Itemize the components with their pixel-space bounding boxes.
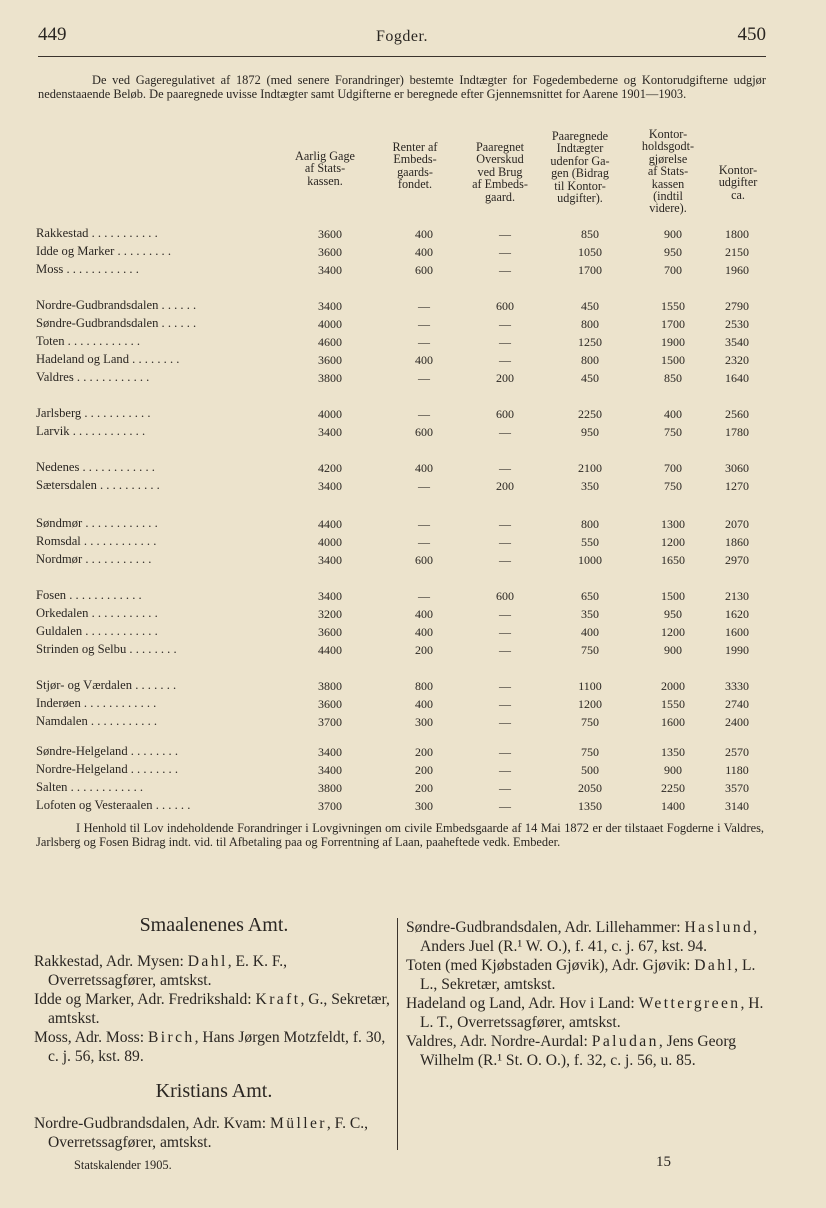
section-title-kristians: Kristians Amt. [155, 1080, 273, 1102]
cell-c6: 1780 [725, 425, 749, 439]
cell-c3: — [499, 461, 511, 475]
row-district-name: Strinden og Selbu . . . . . . . . [36, 642, 177, 656]
cell-c1: 3600 [318, 353, 342, 367]
cell-c6: 2150 [725, 245, 749, 259]
table-row [36, 516, 776, 534]
cell-c1: 3200 [318, 607, 342, 621]
cell-c6: 3140 [725, 799, 749, 813]
column-header-line: udenfor Ga- [550, 153, 610, 168]
cell-c3: — [499, 517, 511, 531]
cell-c6: 2560 [725, 407, 749, 421]
cell-c2: 300 [415, 799, 433, 813]
cell-c5: 2000 [661, 679, 685, 693]
cell-c6: 2740 [725, 697, 749, 711]
cell-c3: — [499, 715, 511, 729]
cell-c2: 400 [415, 697, 433, 711]
cell-c1: 3600 [318, 625, 342, 639]
row-district-name: Idde og Marker . . . . . . . . . [36, 244, 172, 258]
section-title-smaalenene: Smaalenenes Amt. [139, 914, 289, 936]
cell-c3: — [499, 625, 511, 639]
cell-c3: — [499, 245, 511, 259]
cell-c4: 1250 [578, 335, 602, 349]
row-district-name: Namdalen . . . . . . . . . . . [36, 714, 158, 728]
entry-valdres: Valdres, Adr. Nordre-Aurdal: Paludan, Jens Georg Wilhelm (R.¹ St. O. O.), f. 32, c. j. 56, u. 85. [406, 1033, 737, 1069]
row-district-name: Søndmør . . . . . . . . . . . . [36, 516, 158, 530]
cell-c1: 3800 [318, 679, 342, 693]
cell-c1: 3400 [318, 763, 342, 777]
column-header-line: gen (Bidrag [551, 166, 609, 181]
column-divider [397, 918, 398, 1150]
cell-c5: 1550 [661, 697, 685, 711]
footnote: I Henhold til Lov indeholdende Forandringer i Lovgivningen om civile Embedsgaarde af 14 Mai 1872 er der tilstaaet Fogderne i Valdres, Jarlsberg og Fosen Bidrag indt. vid. til Afbetaling paa og Forrentning af Laan, paaheftede vedk. Embeder. [36, 821, 764, 849]
cell-c3: — [499, 535, 511, 549]
cell-c3: 600 [496, 589, 514, 603]
cell-c4: 400 [581, 625, 599, 639]
cell-c1: 4000 [318, 317, 342, 331]
cell-c6: 3570 [725, 781, 749, 795]
table-row [36, 352, 776, 370]
cell-c5: 700 [664, 263, 682, 277]
cell-c5: 1700 [661, 317, 685, 331]
table-row [36, 262, 776, 280]
column-header-line: kassen [651, 176, 685, 191]
cell-c3: — [499, 263, 511, 277]
cell-c6: 2070 [725, 517, 749, 531]
column-header-c1 [275, 150, 375, 187]
table-row [36, 678, 776, 696]
cell-c1: 3400 [318, 589, 342, 603]
cell-c5: 1600 [661, 715, 685, 729]
row-district-name: Stjør- og Værdalen . . . . . . . [36, 678, 177, 692]
cell-c6: 1990 [725, 643, 749, 657]
cell-c3: — [499, 353, 511, 367]
cell-c2: 400 [415, 625, 433, 639]
column-header-line: gjørelse [648, 151, 688, 166]
cell-c4: 350 [581, 479, 599, 493]
cell-c5: 1200 [661, 535, 685, 549]
column-header-line: af Embeds- [472, 177, 528, 192]
column-header-line: til Kontor- [554, 178, 606, 193]
entry-rakkestad: Rakkestad, Adr. Mysen: Dahl, E. K. F., Overretssagfører, amtskst. [34, 953, 288, 989]
table-row [36, 696, 776, 714]
cell-c4: 2250 [578, 407, 602, 421]
column-header-line: udgifter [718, 175, 758, 190]
cell-c6: 1640 [725, 371, 749, 385]
cell-c1: 3400 [318, 479, 342, 493]
table-row [36, 370, 776, 388]
cell-c3: 600 [496, 299, 514, 313]
cell-c2: — [418, 535, 430, 549]
cell-c2: — [418, 479, 430, 493]
cell-c3: — [499, 745, 511, 759]
entry-idde-og-marker: Idde og Marker, Adr. Fredrikshald: Kraft, G., Sekretær, amtskst. [34, 991, 390, 1027]
cell-c1: 4400 [318, 517, 342, 531]
cell-c4: 1700 [578, 263, 602, 277]
cell-c5: 1900 [661, 335, 685, 349]
cell-c1: 3400 [318, 553, 342, 567]
cell-c4: 1350 [578, 799, 602, 813]
cell-c3: — [499, 227, 511, 241]
cell-c5: 700 [664, 461, 682, 475]
row-district-name: Søndre-Helgeland . . . . . . . . [36, 744, 178, 758]
cell-c4: 2050 [578, 781, 602, 795]
cell-c6: 3540 [725, 335, 749, 349]
entry-toten: Toten (med Kjøbstaden Gjøvik), Adr. Gjøvik: Dahl, L. L., Sekretær, amtskst. [406, 957, 756, 993]
row-district-name: Orkedalen . . . . . . . . . . . [36, 606, 158, 620]
cell-c2: — [418, 407, 430, 421]
page-header [38, 24, 766, 52]
cell-c3: — [499, 335, 511, 349]
cell-c2: 600 [415, 553, 433, 567]
row-district-name: Nordre-Helgeland . . . . . . . . [36, 762, 178, 776]
cell-c1: 3400 [318, 425, 342, 439]
cell-c3: — [499, 607, 511, 621]
column-header-line: Aarlig Gage [295, 149, 355, 163]
cell-c4: 500 [581, 763, 599, 777]
cell-c5: 1500 [661, 589, 685, 603]
cell-c2: 400 [415, 227, 433, 241]
row-district-name: Lofoten og Vesteraalen . . . . . . [36, 798, 191, 812]
cell-c2: 600 [415, 425, 433, 439]
column-header-line: Paaregnede [551, 129, 609, 143]
table-row [36, 226, 776, 244]
column-header-line: af Stats- [304, 161, 346, 176]
cell-c4: 800 [581, 317, 599, 331]
cell-c4: 800 [581, 353, 599, 367]
cell-c4: 350 [581, 607, 599, 621]
column-header-line: Indtægter [556, 141, 604, 156]
cell-c3: — [499, 697, 511, 711]
cell-c5: 900 [664, 763, 682, 777]
row-district-name: Søndre-Gudbrandsdalen . . . . . . [36, 316, 197, 330]
cell-c2: 200 [415, 763, 433, 777]
table-row [36, 798, 776, 816]
footer-publication: Statskalender 1905. [74, 1158, 172, 1172]
cell-c4: 1200 [578, 697, 602, 711]
cell-c5: 1500 [661, 353, 685, 367]
table-row [36, 244, 776, 262]
table-row [36, 714, 776, 732]
cell-c2: 400 [415, 607, 433, 621]
cell-c3: — [499, 679, 511, 693]
cell-c1: 3700 [318, 715, 342, 729]
cell-c5: 1200 [661, 625, 685, 639]
cell-c5: 2250 [661, 781, 685, 795]
table-row [36, 624, 776, 642]
cell-c2: 400 [415, 353, 433, 367]
cell-c3: 600 [496, 407, 514, 421]
cell-c2: — [418, 335, 430, 349]
cell-c2: — [418, 589, 430, 603]
cell-c4: 450 [581, 299, 599, 313]
cell-c1: 4000 [318, 535, 342, 549]
cell-c2: 200 [415, 745, 433, 759]
cell-c4: 450 [581, 371, 599, 385]
row-district-name: Sætersdalen . . . . . . . . . . [36, 478, 160, 492]
column-header-line: fondet. [397, 177, 433, 192]
cell-c6: 2530 [725, 317, 749, 331]
left-entries-2 [34, 1114, 390, 1152]
row-district-name: Nedenes . . . . . . . . . . . . [36, 460, 155, 474]
cell-c3: — [499, 781, 511, 795]
cell-c6: 2570 [725, 745, 749, 759]
cell-c6: 2790 [725, 299, 749, 313]
cell-c6: 1620 [725, 607, 749, 621]
cell-c5: 850 [664, 371, 682, 385]
table-row [36, 780, 776, 798]
cell-c4: 1000 [578, 553, 602, 567]
cell-c1: 3400 [318, 263, 342, 277]
cell-c1: 3800 [318, 781, 342, 795]
table-row [36, 762, 776, 780]
table-row [36, 588, 776, 606]
cell-c5: 1300 [661, 517, 685, 531]
cell-c4: 750 [581, 643, 599, 657]
table-row [36, 334, 776, 352]
row-district-name: Nordre-Gudbrandsdalen . . . . . . [36, 298, 197, 312]
cell-c2: 400 [415, 461, 433, 475]
row-district-name: Salten . . . . . . . . . . . . [36, 780, 144, 794]
cell-c2: 200 [415, 643, 433, 657]
column-header-line: Kontor- [648, 127, 688, 141]
column-header-line: udgifter). [557, 191, 603, 206]
cell-c6: 1800 [725, 227, 749, 241]
column-header-line: Kontor- [718, 163, 758, 177]
column-header-line: ved Brug [477, 164, 523, 179]
cell-c5: 900 [664, 227, 682, 241]
column-header-line: holdsgodt- [641, 139, 695, 154]
cell-c4: 850 [581, 227, 599, 241]
left-entries-1 [34, 952, 390, 1066]
row-district-name: Inderøen . . . . . . . . . . . . [36, 696, 157, 710]
cell-c1: 4000 [318, 407, 342, 421]
intro-paragraph: De ved Gageregulativet af 1872 (med senere Forandringer) bestemte Indtægter for Fogedembederne og Kontorudgifterne udgjør nedenstaaende Beløb. De paaregnede uvisse Indtægter samt Udgifterne er beregnede efter Gjennemsnittet for Aarene 1901—1903. [38, 73, 766, 101]
cell-c2: 600 [415, 263, 433, 277]
column-header-line: af Stats- [647, 164, 689, 179]
table-row [36, 606, 776, 624]
cell-c1: 4200 [318, 461, 342, 475]
row-district-name: Larvik . . . . . . . . . . . . [36, 424, 146, 438]
cell-c5: 1550 [661, 299, 685, 313]
cell-c5: 400 [664, 407, 682, 421]
column-header-line: gaard. [484, 189, 516, 204]
cell-c6: 3330 [725, 679, 749, 693]
cell-c3: — [499, 317, 511, 331]
column-header-line: Paaregnet [475, 140, 525, 154]
cell-c3: — [499, 799, 511, 813]
cell-c4: 550 [581, 535, 599, 549]
cell-c5: 750 [664, 479, 682, 493]
cell-c6: 2970 [725, 553, 749, 567]
page-number-right: 450 [737, 24, 766, 45]
row-district-name: Fosen . . . . . . . . . . . . [36, 588, 142, 602]
table-row [36, 744, 776, 762]
right-entries [406, 918, 764, 1070]
cell-c1: 3600 [318, 227, 342, 241]
cell-c1: 3800 [318, 371, 342, 385]
cell-c5: 750 [664, 425, 682, 439]
cell-c1: 4400 [318, 643, 342, 657]
table-row [36, 298, 776, 316]
table-row [36, 460, 776, 478]
table-row [36, 406, 776, 424]
column-header-line: ca. [731, 187, 745, 202]
entry-nordre-gudbrandsdalen: Nordre-Gudbrandsdalen, Adr. Kvam: Müller, F. C., Overretssagfører, amtskst. [34, 1115, 369, 1151]
entry-sondre-gudbrandsdalen: Søndre-Gudbrandsdalen, Adr. Lillehammer: Haslund, Anders Juel (R.¹ W. O.), f. 41, c. j. 67, kst. 94. [406, 919, 758, 955]
cell-c1: 3400 [318, 745, 342, 759]
cell-c6: 1270 [725, 479, 749, 493]
cell-c3: 200 [496, 479, 514, 493]
cell-c3: — [499, 643, 511, 657]
cell-c1: 4600 [318, 335, 342, 349]
cell-c6: 3060 [725, 461, 749, 475]
column-header-c4 [530, 130, 630, 204]
cell-c2: 800 [415, 679, 433, 693]
cell-c6: 2400 [725, 715, 749, 729]
header-rule [38, 56, 766, 57]
page-title: Fogder. [376, 28, 428, 45]
column-header-line: gaards- [397, 164, 433, 179]
row-district-name: Hadeland og Land . . . . . . . . [36, 352, 180, 366]
column-header-line: Renter af [392, 140, 438, 154]
entry-hadeland-og-land: Hadeland og Land, Adr. Hov i Land: Wettergreen, H. L. T., Overretssagfører, amtskst. [406, 995, 764, 1031]
cell-c5: 950 [664, 245, 682, 259]
cell-c6: 1180 [725, 763, 749, 777]
cell-c4: 650 [581, 589, 599, 603]
cell-c6: 1600 [725, 625, 749, 639]
footer-signature: 15 [656, 1154, 671, 1170]
column-header-c6 [688, 164, 788, 201]
cell-c5: 900 [664, 643, 682, 657]
table-row [36, 478, 776, 496]
entry-moss: Moss, Adr. Moss: Birch, Hans Jørgen Motzfeldt, f. 30, c. j. 56, kst. 89. [34, 1029, 386, 1065]
cell-c3: 200 [496, 371, 514, 385]
table-row [36, 316, 776, 334]
page-number-left: 449 [38, 24, 67, 45]
row-district-name: Rakkestad . . . . . . . . . . . [36, 226, 158, 240]
cell-c4: 2100 [578, 461, 602, 475]
cell-c1: 3700 [318, 799, 342, 813]
row-district-name: Valdres . . . . . . . . . . . . [36, 370, 150, 384]
cell-c6: 2130 [725, 589, 749, 603]
cell-c6: 1960 [725, 263, 749, 277]
row-district-name: Nordmør . . . . . . . . . . . [36, 552, 152, 566]
column-header-line: videre). [649, 201, 687, 216]
cell-c2: — [418, 371, 430, 385]
column-header-line: (indtil [653, 189, 683, 204]
row-district-name: Toten . . . . . . . . . . . . [36, 334, 141, 348]
table-row [36, 534, 776, 552]
column-header-line: Embeds- [393, 152, 437, 167]
cell-c2: — [418, 517, 430, 531]
row-district-name: Moss . . . . . . . . . . . . [36, 262, 139, 276]
cell-c4: 1100 [578, 679, 602, 693]
column-header-line: Overskud [476, 152, 524, 167]
cell-c6: 1860 [725, 535, 749, 549]
row-district-name: Guldalen . . . . . . . . . . . . [36, 624, 158, 638]
row-district-name: Romsdal . . . . . . . . . . . . [36, 534, 157, 548]
cell-c1: 3600 [318, 697, 342, 711]
cell-c5: 1650 [661, 553, 685, 567]
cell-c3: — [499, 553, 511, 567]
table-row [36, 552, 776, 570]
cell-c2: 400 [415, 245, 433, 259]
cell-c5: 950 [664, 607, 682, 621]
column-header-line: kassen. [307, 173, 343, 188]
cell-c2: — [418, 317, 430, 331]
cell-c1: 3400 [318, 299, 342, 313]
cell-c1: 3600 [318, 245, 342, 259]
row-district-name: Jarlsberg . . . . . . . . . . . [36, 406, 151, 420]
cell-c3: — [499, 763, 511, 777]
table-row [36, 642, 776, 660]
cell-c4: 750 [581, 745, 599, 759]
cell-c4: 800 [581, 517, 599, 531]
cell-c2: 200 [415, 781, 433, 795]
cell-c5: 1350 [661, 745, 685, 759]
cell-c6: 2320 [725, 353, 749, 367]
cell-c4: 750 [581, 715, 599, 729]
cell-c2: — [418, 299, 430, 313]
cell-c4: 1050 [578, 245, 602, 259]
cell-c5: 1400 [661, 799, 685, 813]
table-row [36, 424, 776, 442]
cell-c3: — [499, 425, 511, 439]
cell-c2: 300 [415, 715, 433, 729]
cell-c4: 950 [581, 425, 599, 439]
